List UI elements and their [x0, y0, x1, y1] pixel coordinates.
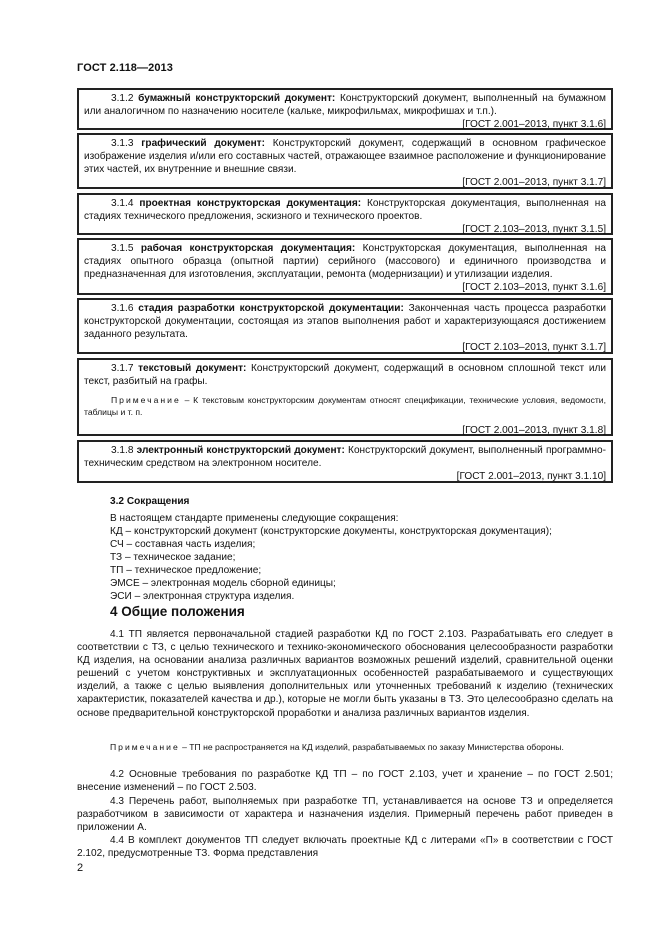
definition-body: Конструкторский документ, выполненный программно-техническим средством на электронном носителе. — [84, 445, 606, 469]
definition-number: 3.1.6 — [111, 303, 134, 314]
definition-term: электронный конструкторский документ: — [136, 445, 345, 456]
definition-note — [84, 394, 606, 418]
definition-reference: [ГОСТ 2.001–2013, пункт 3.1.7] — [462, 177, 606, 188]
definition-number: 3.1.7 — [111, 363, 134, 374]
definition-term: стадия разработки конструкторской документации: — [138, 303, 404, 314]
definition-body: Конструкторская документация, выполненная на стадиях технического предложения, эскизного и технического проектов. — [84, 198, 606, 222]
definition-term: проектная конструкторская документация: — [139, 198, 362, 209]
section-heading-4: 4 Общие положения — [110, 604, 245, 619]
abbreviations-intro: В настоящем стандарте применены следующие сокращения: — [110, 513, 399, 524]
definition-box-3-1-6 — [77, 298, 613, 354]
document-header: ГОСТ 2.118—2013 — [77, 62, 173, 74]
definition-term: текстовый документ: — [138, 363, 247, 374]
definition-text — [84, 197, 606, 223]
definition-number: 3.1.4 — [111, 198, 134, 209]
paragraph-4-4: 4.4 В комплект документов ТП следует включать проектные КД с литерами «П» в соответствии с ГОСТ 2.102, предусмотренные ТЗ. Форма представления — [77, 835, 613, 860]
definition-box-3-1-4 — [77, 193, 613, 235]
definition-number: 3.1.8 — [111, 445, 134, 456]
definition-body: Конструкторский документ, содержащий в основном графическое изображение изделия и/или его составных частей, отражающее взаимное расположение и функционирование этих частей, их внутренние и внешние связи. — [84, 138, 606, 175]
definition-number: 3.1.2 — [111, 93, 134, 104]
abbreviation-item: ТЗ – техническое задание; — [110, 552, 236, 563]
section-heading-3-2: 3.2 Сокращения — [110, 496, 190, 507]
paragraph-4-1: 4.1 ТП является первоначальной стадией разработки КД по ГОСТ 2.103. Разрабатывать его следует в соответствии с ТЗ, с целью технического и технико-экономического обоснования целесообразности разработки КД изделия, на основании анализа различных вариантов возможных решений изделий, сравнительной оценки решений с учетом конструктивных и эксплуатационных особенностей разрабатываемого и существующих изделий, а также с целью выявления дополнительных или уточненных требований к изделию (технических характеристик, показателей качества и др.), которые не могли быть указаны в ТЗ. Это целесообразно сделать на основе предварительной конструкторской проработки и анализа различных вариантов изделия. — [77, 629, 613, 719]
definition-term: рабочая конструкторская документация: — [140, 243, 356, 254]
note-text: – К текстовым конструкторским документам относят спецификации, технические условия, ведомости, таблицы и т. п. — [84, 395, 606, 417]
definition-reference: [ГОСТ 2.103–2013, пункт 3.1.7] — [462, 342, 606, 353]
abbreviation-item: СЧ – составная часть изделия; — [110, 539, 256, 550]
definition-text — [84, 242, 606, 281]
definition-number: 3.1.5 — [111, 243, 134, 254]
definition-body: Конструкторский документ, содержащий в основном сплошной текст или текст, разбитый на графы. — [84, 363, 606, 387]
definition-box-3-1-2 — [77, 88, 613, 130]
note-4-1 — [77, 741, 613, 754]
definition-text — [84, 362, 606, 388]
note-text: – ТП не распространяется на КД изделий, разрабатываемых по заказу Министерства обороны. — [179, 742, 564, 752]
definition-reference: [ГОСТ 2.001–2013, пункт 3.1.10] — [456, 471, 606, 482]
abbreviation-item: ТП – техническое предложение; — [110, 565, 262, 576]
definition-body: Конструкторская документация, выполненная на стадиях опытного образца (опытной партии) серийного (массового) и единичного производства и предназначенная для изготовления, эксплуатации, ремонта (модернизации) и утилизации изделия. — [84, 243, 606, 280]
abbreviation-item: КД – конструкторский документ (конструкторские документы, конструкторская документация); — [110, 526, 552, 537]
definition-number: 3.1.3 — [111, 138, 134, 149]
note-label: Примечание — [111, 395, 181, 405]
definition-box-3-1-8 — [77, 440, 613, 483]
definition-text — [84, 302, 606, 341]
abbreviation-item: ЭСИ – электронная структура изделия. — [110, 591, 295, 602]
definition-box-3-1-7 — [77, 358, 613, 436]
definition-box-3-1-5 — [77, 238, 613, 295]
definition-term: графический документ: — [141, 138, 265, 149]
definition-body: Законченная часть процесса разработки конструкторской документации, состоящая из этапов выполнения работ и характеризующаяся достижением заданного результата. — [84, 303, 606, 340]
definition-reference: [ГОСТ 2.001–2013, пункт 3.1.8] — [462, 425, 606, 436]
definition-term: бумажный конструкторский документ: — [138, 93, 336, 104]
definition-body: Конструкторский документ, выполненный на бумажном или аналогичном по назначению носителе (кальке, микрофильмах, микрофишах и т.п.). — [84, 93, 606, 117]
definition-text — [84, 92, 606, 118]
page-number: 2 — [77, 862, 84, 874]
definition-reference: [ГОСТ 2.103–2013, пункт 3.1.5] — [462, 224, 606, 235]
abbreviations-list — [110, 512, 620, 603]
paragraph-4-3: 4.3 Перечень работ, выполняемых при разработке ТП, устанавливается на основе ТЗ и определяется разработчиком в зависимости от характера и назначения изделия. Примерный перечень работ приведен в приложении А. — [77, 796, 613, 834]
abbreviation-item: ЭМСЕ – электронная модель сборной единицы; — [110, 578, 336, 589]
note-label: Примечание — [110, 742, 180, 752]
definition-reference: [ГОСТ 2.103–2013, пункт 3.1.6] — [462, 282, 606, 293]
definition-box-3-1-3 — [77, 133, 613, 189]
definition-reference: [ГОСТ 2.001–2013, пункт 3.1.6] — [462, 119, 606, 130]
definition-text — [84, 444, 606, 470]
paragraph-4-2: 4.2 Основные требования по разработке КД ТП – по ГОСТ 2.103, учет и хранение – по ГОСТ 2.501; внесение изменений – по ГОСТ 2.503. — [77, 769, 613, 794]
definition-text — [84, 137, 606, 176]
